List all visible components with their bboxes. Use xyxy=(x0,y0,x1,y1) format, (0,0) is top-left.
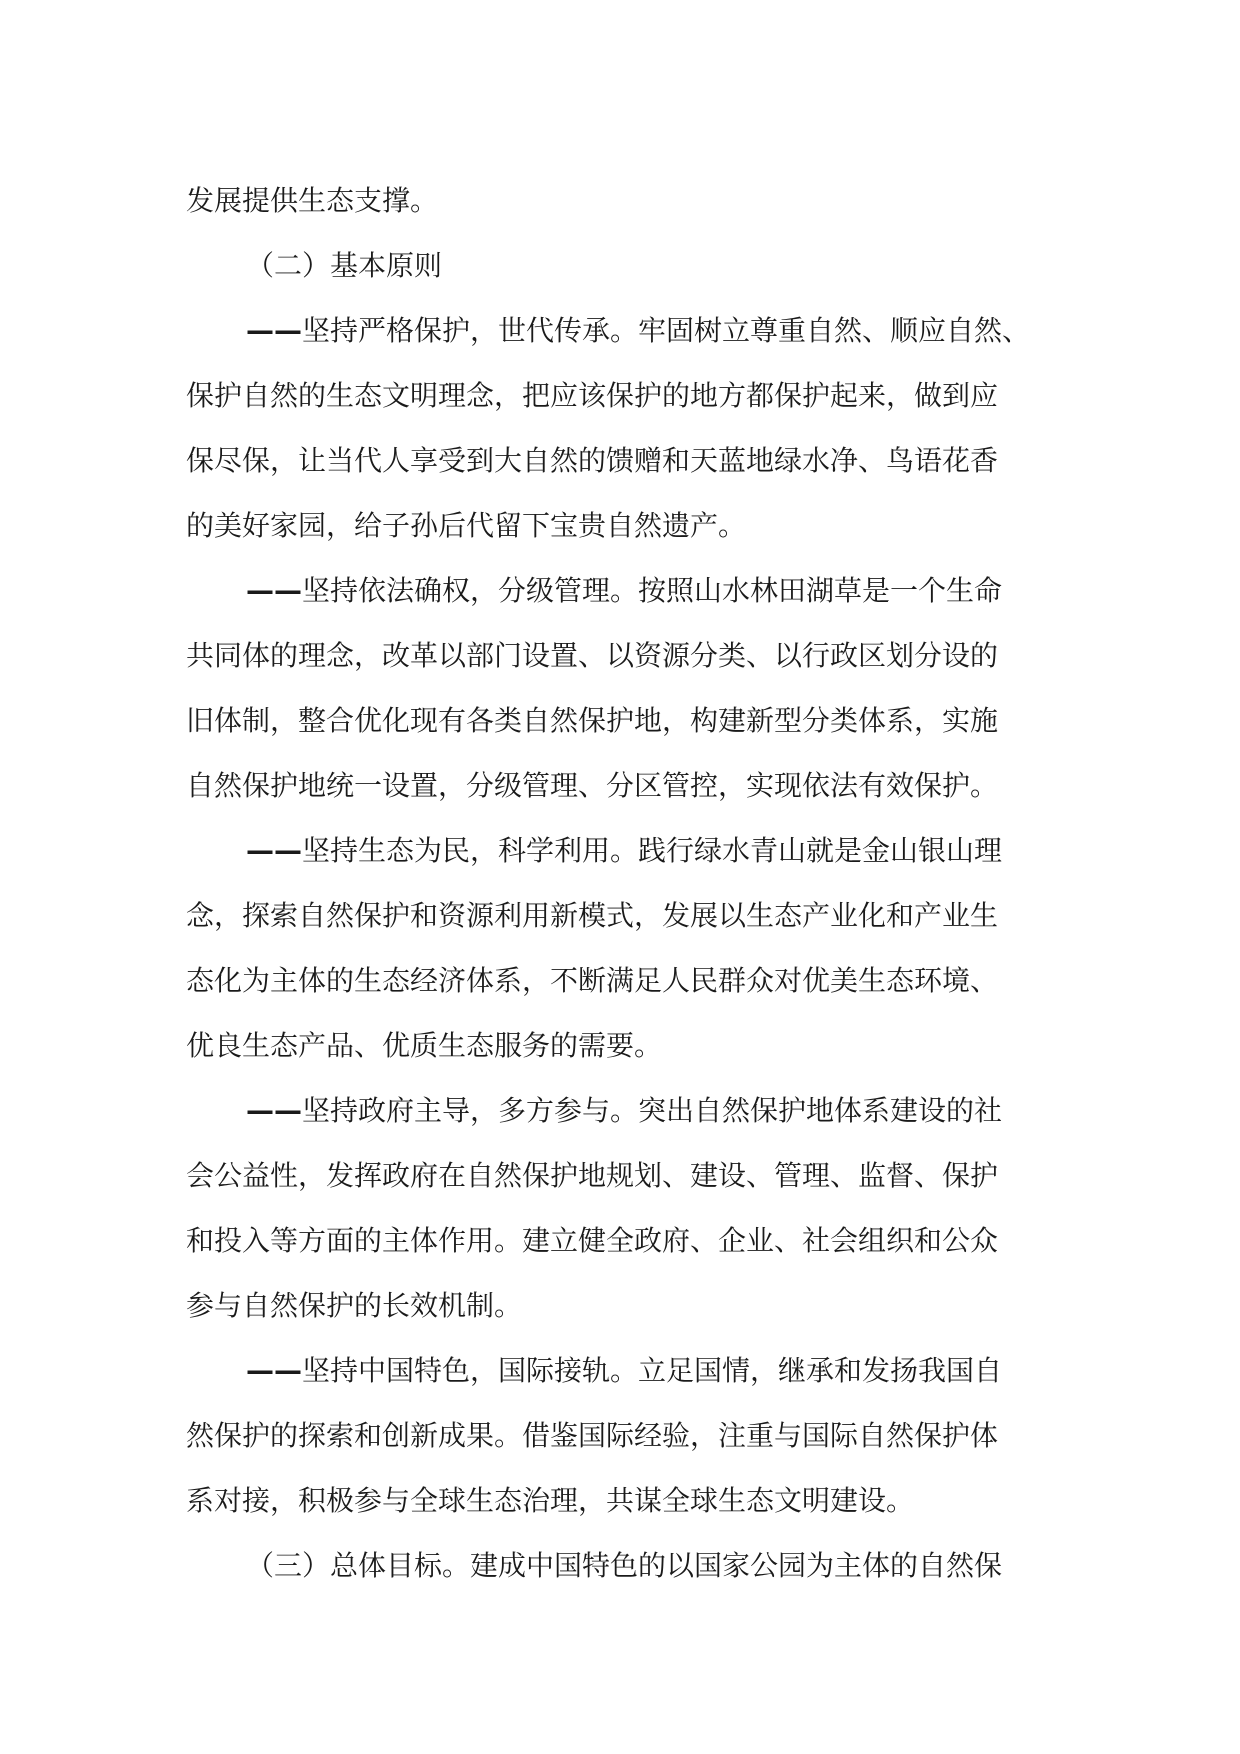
principle-line xyxy=(186,558,1066,623)
principle-line xyxy=(186,1338,1066,1403)
text-line: 和投入等方面的主体作用。建立健全政府、企业、社会组织和公众 xyxy=(186,1224,999,1257)
text-line: 保护自然的生态文明理念，把应该保护的地方都保护起来，做到应 xyxy=(186,379,999,412)
principle-text: 坚持生态为民，科学利用。践行绿水青山就是金山银山理 xyxy=(302,834,1003,867)
em-dash: —— xyxy=(246,314,302,347)
em-dash: —— xyxy=(246,574,302,607)
text-line: 系对接，积极参与全球生态治理，共谋全球生态文明建设。 xyxy=(186,1484,915,1517)
text-line: 然保护的探索和创新成果。借鉴国际经验，注重与国际自然保护体 xyxy=(186,1419,999,1452)
text-line: 共同体的理念，改革以部门设置、以资源分类、以行政区划分设的 xyxy=(186,639,999,672)
em-dash: —— xyxy=(246,834,302,867)
text-line: 旧体制，整合优化现有各类自然保护地，构建新型分类体系，实施 xyxy=(186,704,999,737)
document-body xyxy=(186,168,1066,1598)
principle-line xyxy=(186,298,1066,363)
text-line: 会公益性，发挥政府在自然保护地规划、建设、管理、监督、保护 xyxy=(186,1159,999,1192)
text-line: 发展提供生态支撑。 xyxy=(186,184,439,217)
principle-line xyxy=(186,818,1066,883)
text-line: 的美好家园，给子孙后代留下宝贵自然遗产。 xyxy=(186,509,747,542)
section-heading-objectives: （三）总体目标。建成中国特色的以国家公园为主体的自然保 xyxy=(246,1549,1003,1582)
text-line: 优良生态产品、优质生态服务的需要。 xyxy=(186,1029,663,1062)
section-heading-principles: （二）基本原则 xyxy=(246,249,443,282)
text-line: 念，探索自然保护和资源利用新模式，发展以生态产业化和产业生 xyxy=(186,899,999,932)
text-line: 保尽保，让当代人享受到大自然的馈赠和天蓝地绿水净、鸟语花香 xyxy=(186,444,999,477)
text-line: 参与自然保护的长效机制。 xyxy=(186,1289,523,1322)
em-dash: —— xyxy=(246,1354,302,1387)
text-line: 态化为主体的生态经济体系，不断满足人民群众对优美生态环境、 xyxy=(186,964,999,997)
principle-line xyxy=(186,1078,1066,1143)
principle-text: 坚持严格保护，世代传承。牢固树立尊重自然、顺应自然、 xyxy=(302,314,1031,347)
em-dash: —— xyxy=(246,1094,302,1127)
principle-text: 坚持中国特色，国际接轨。立足国情，继承和发扬我国自 xyxy=(302,1354,1003,1387)
text-line: 自然保护地统一设置，分级管理、分区管控，实现依法有效保护。 xyxy=(186,769,999,802)
principle-text: 坚持依法确权，分级管理。按照山水林田湖草是一个生命 xyxy=(302,574,1003,607)
principle-text: 坚持政府主导，多方参与。突出自然保护地体系建设的社 xyxy=(302,1094,1003,1127)
